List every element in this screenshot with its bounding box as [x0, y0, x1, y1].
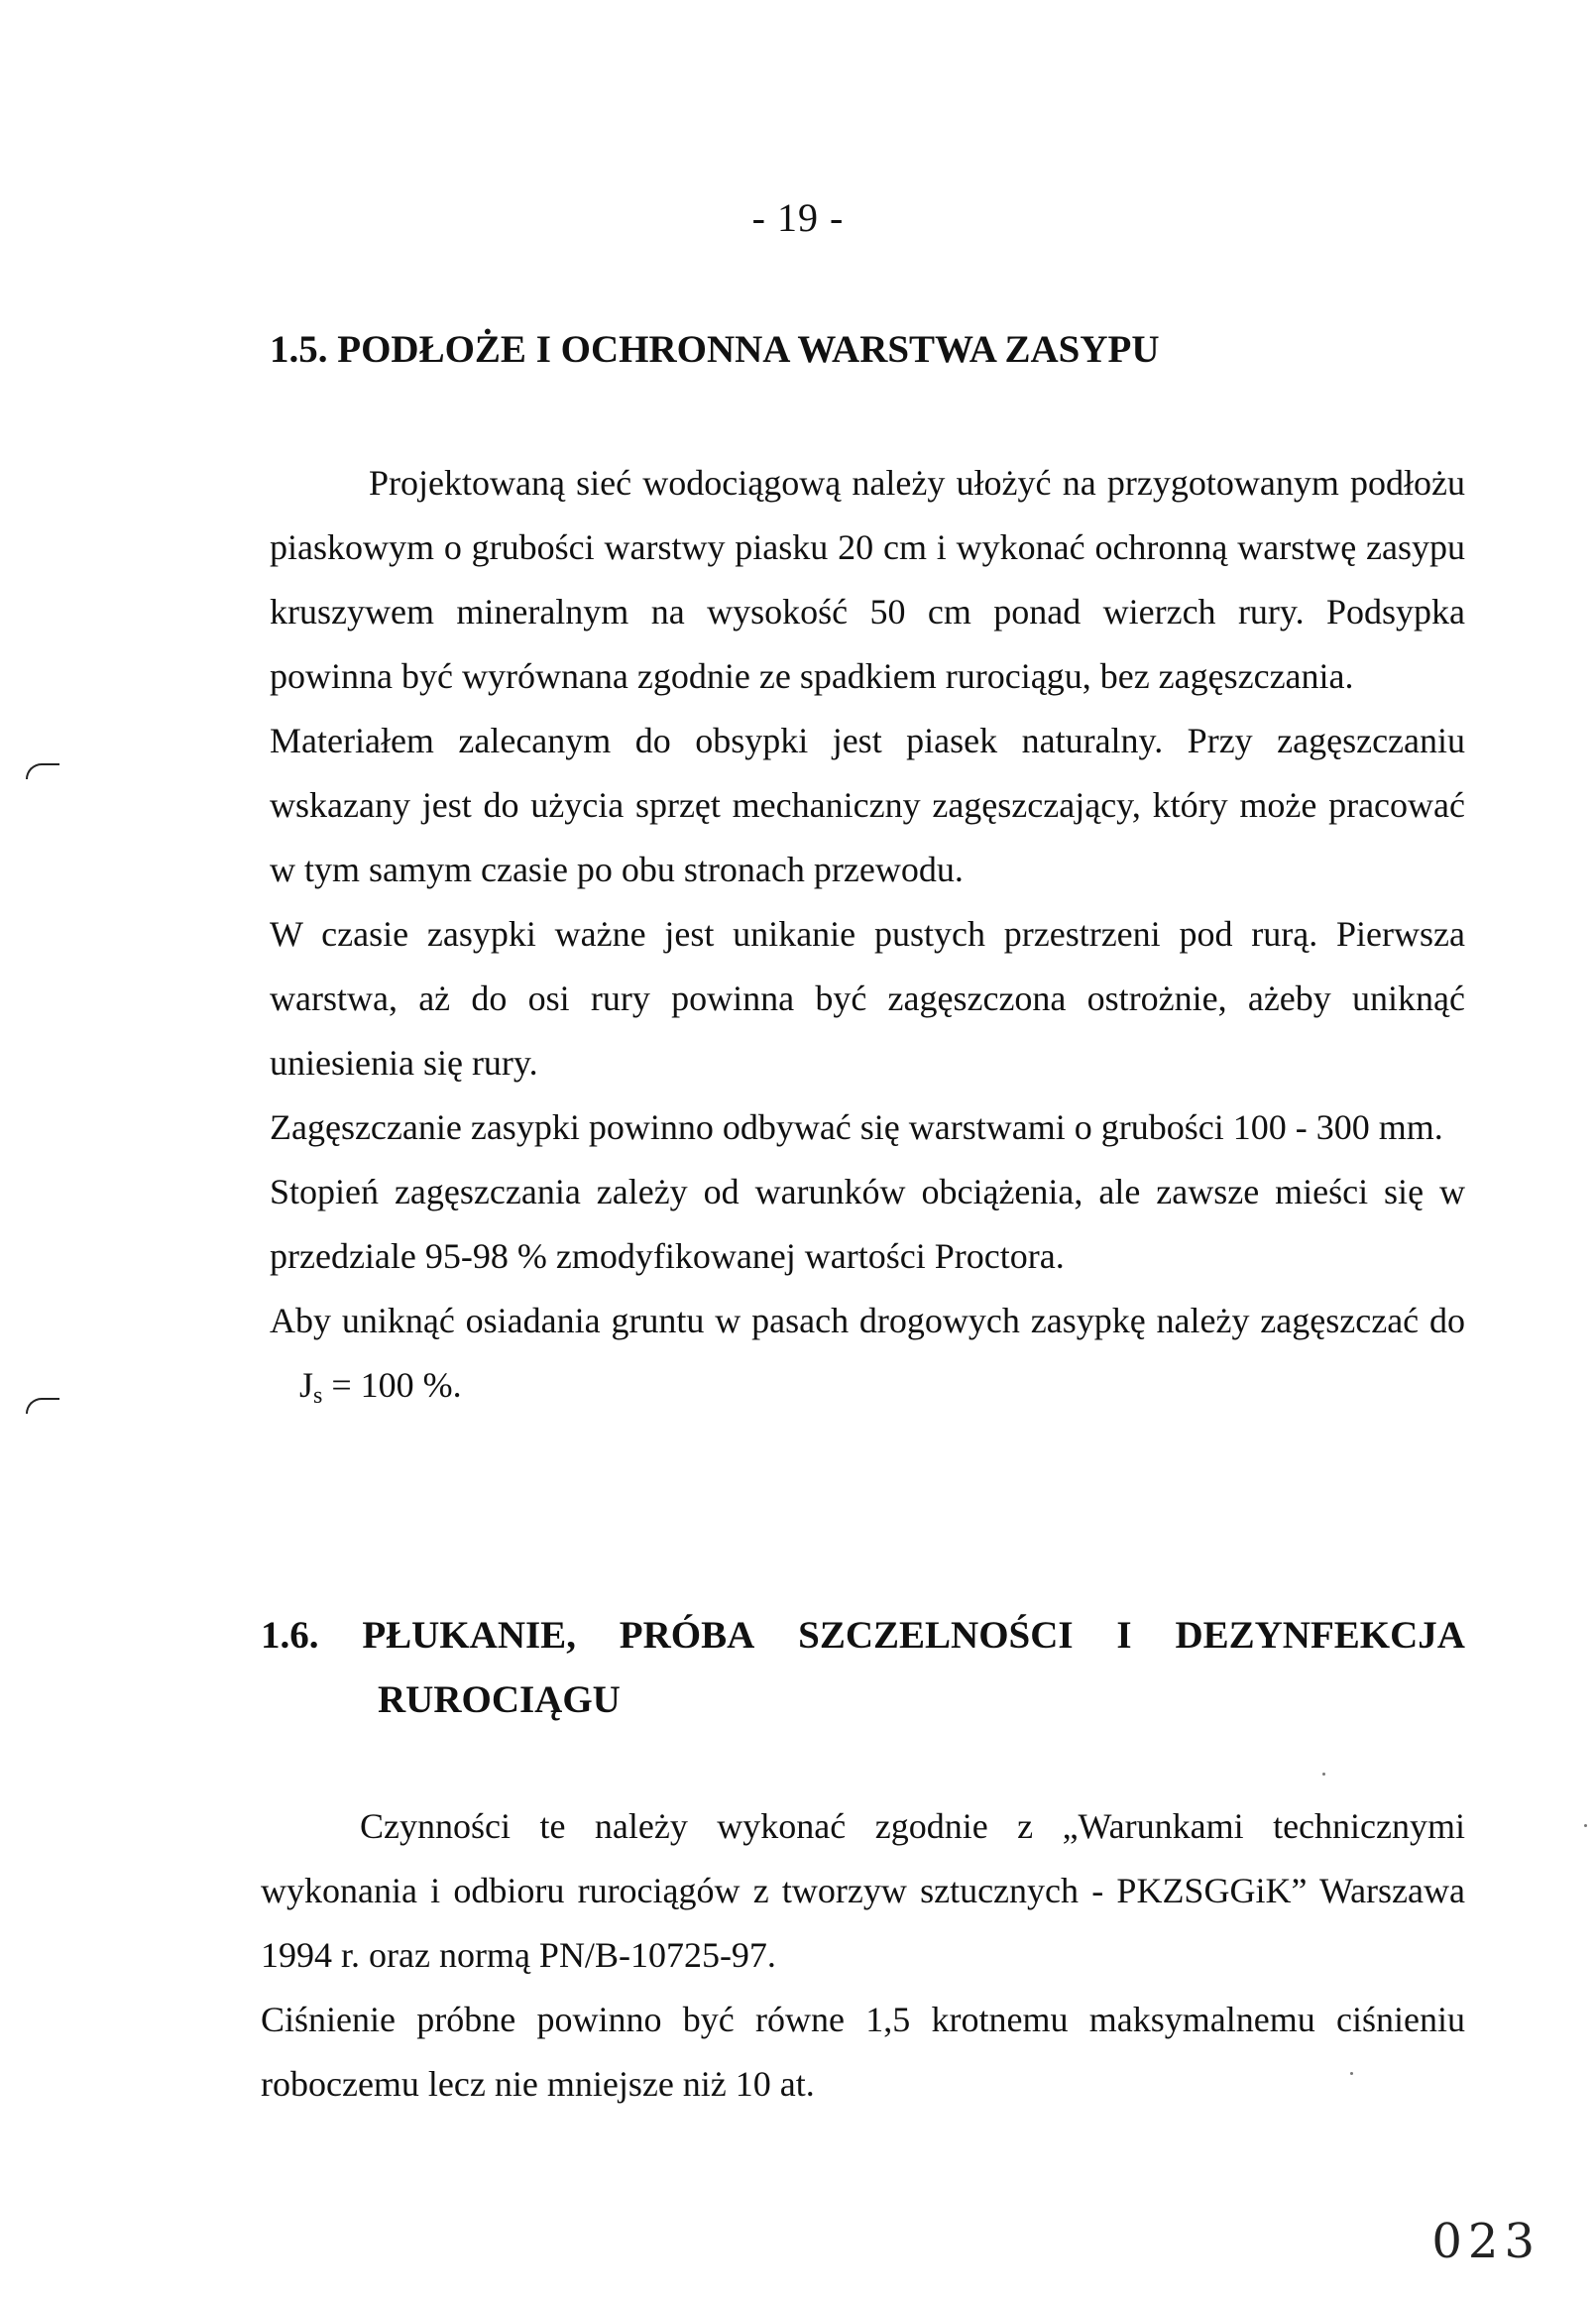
heading-word: PŁUKANIE,	[362, 1614, 576, 1657]
corner-stamp: 023	[1431, 2214, 1540, 2269]
formula-symbol: J	[299, 1365, 314, 1405]
paragraph: Stopień zagęszczania zależy od warunków obciążenia, ale zawsze mieści się w przedziale 95-98 % zmodyfikowanej wartości Proctora.	[270, 1172, 1465, 1276]
paragraph: Zagęszczanie zasypki powinno odbywać się warstwami o grubości 100 - 300 mm.	[270, 1107, 1443, 1147]
section-1-6-body	[261, 1794, 1465, 2117]
paragraph-text: Aby uniknąć osiadania gruntu w pasach drogowych zasypkę należy zagęszczać do	[270, 1301, 1465, 1340]
section-1-5-body	[270, 451, 1465, 1429]
scan-speck	[1350, 2072, 1353, 2075]
paragraph-with-formula	[270, 1289, 1465, 1429]
paragraph: Czynności te należy wykonać zgodnie z „Warunkami technicznymi wykonania i odbioru rurociągów z tworzyw sztucznych - PKZSGGiK” Warszawa 1994 r. oraz normą PN/B-10725-97.	[261, 1806, 1465, 1975]
compaction-formula	[299, 1365, 462, 1409]
page-number: - 19 -	[751, 195, 845, 240]
section-1-5-heading: 1.5. PODŁOŻE I OCHRONNA WARSTWA ZASYPU	[270, 328, 1160, 371]
paragraph: W czasie zasypki ważne jest unikanie pustych przestrzeni pod rurą. Pierwsza warstwa, aż do osi rury powinna być zagęszczona ostrożnie, ażeby uniknąć uniesienia się rury.	[270, 914, 1465, 1083]
heading-word: SZCZELNOŚCI	[798, 1614, 1074, 1657]
scan-speck	[1322, 1773, 1325, 1776]
paragraph: Ciśnienie próbne powinno być równe 1,5 krotnemu maksymalnemu ciśnieniu roboczemu lecz nie mniejsze niż 10 at.	[261, 2000, 1465, 2104]
paragraph: Materiałem zalecanym do obsypki jest piasek naturalny. Przy zagęszczaniu wskazany jest do użycia sprzęt mechaniczny zagęszczający, który może pracować w tym samym czasie po obu stronach przewodu.	[270, 721, 1465, 889]
paragraph: Projektowaną sieć wodociągową należy ułożyć na przygotowanym podłożu piaskowym o grubości warstwy piasku 20 cm i wykonać ochronną warstwę zasypu kruszywem mineralnym na wysokość 50 cm ponad wierzch rury. Podsypka powinna być wyrównana zgodnie ze spadkiem rurociągu, bez zagęszczania.	[270, 463, 1465, 696]
heading-line-2: RUROCIĄGU	[378, 1677, 621, 1721]
heading-number: 1.6.	[261, 1614, 319, 1657]
heading-word: PRÓBA	[619, 1614, 755, 1657]
margin-mark-lower	[26, 1398, 59, 1414]
margin-mark-upper	[26, 763, 59, 779]
heading-line-1	[261, 1613, 1465, 1660]
formula-value: = 100 %.	[331, 1365, 462, 1405]
scan-speck	[1584, 1824, 1587, 1827]
heading-word: DEZYNFEKCJA	[1175, 1614, 1465, 1657]
formula-subscript: s	[313, 1383, 323, 1409]
heading-word: I	[1116, 1614, 1132, 1657]
section-1-6-heading	[261, 1613, 1465, 1724]
